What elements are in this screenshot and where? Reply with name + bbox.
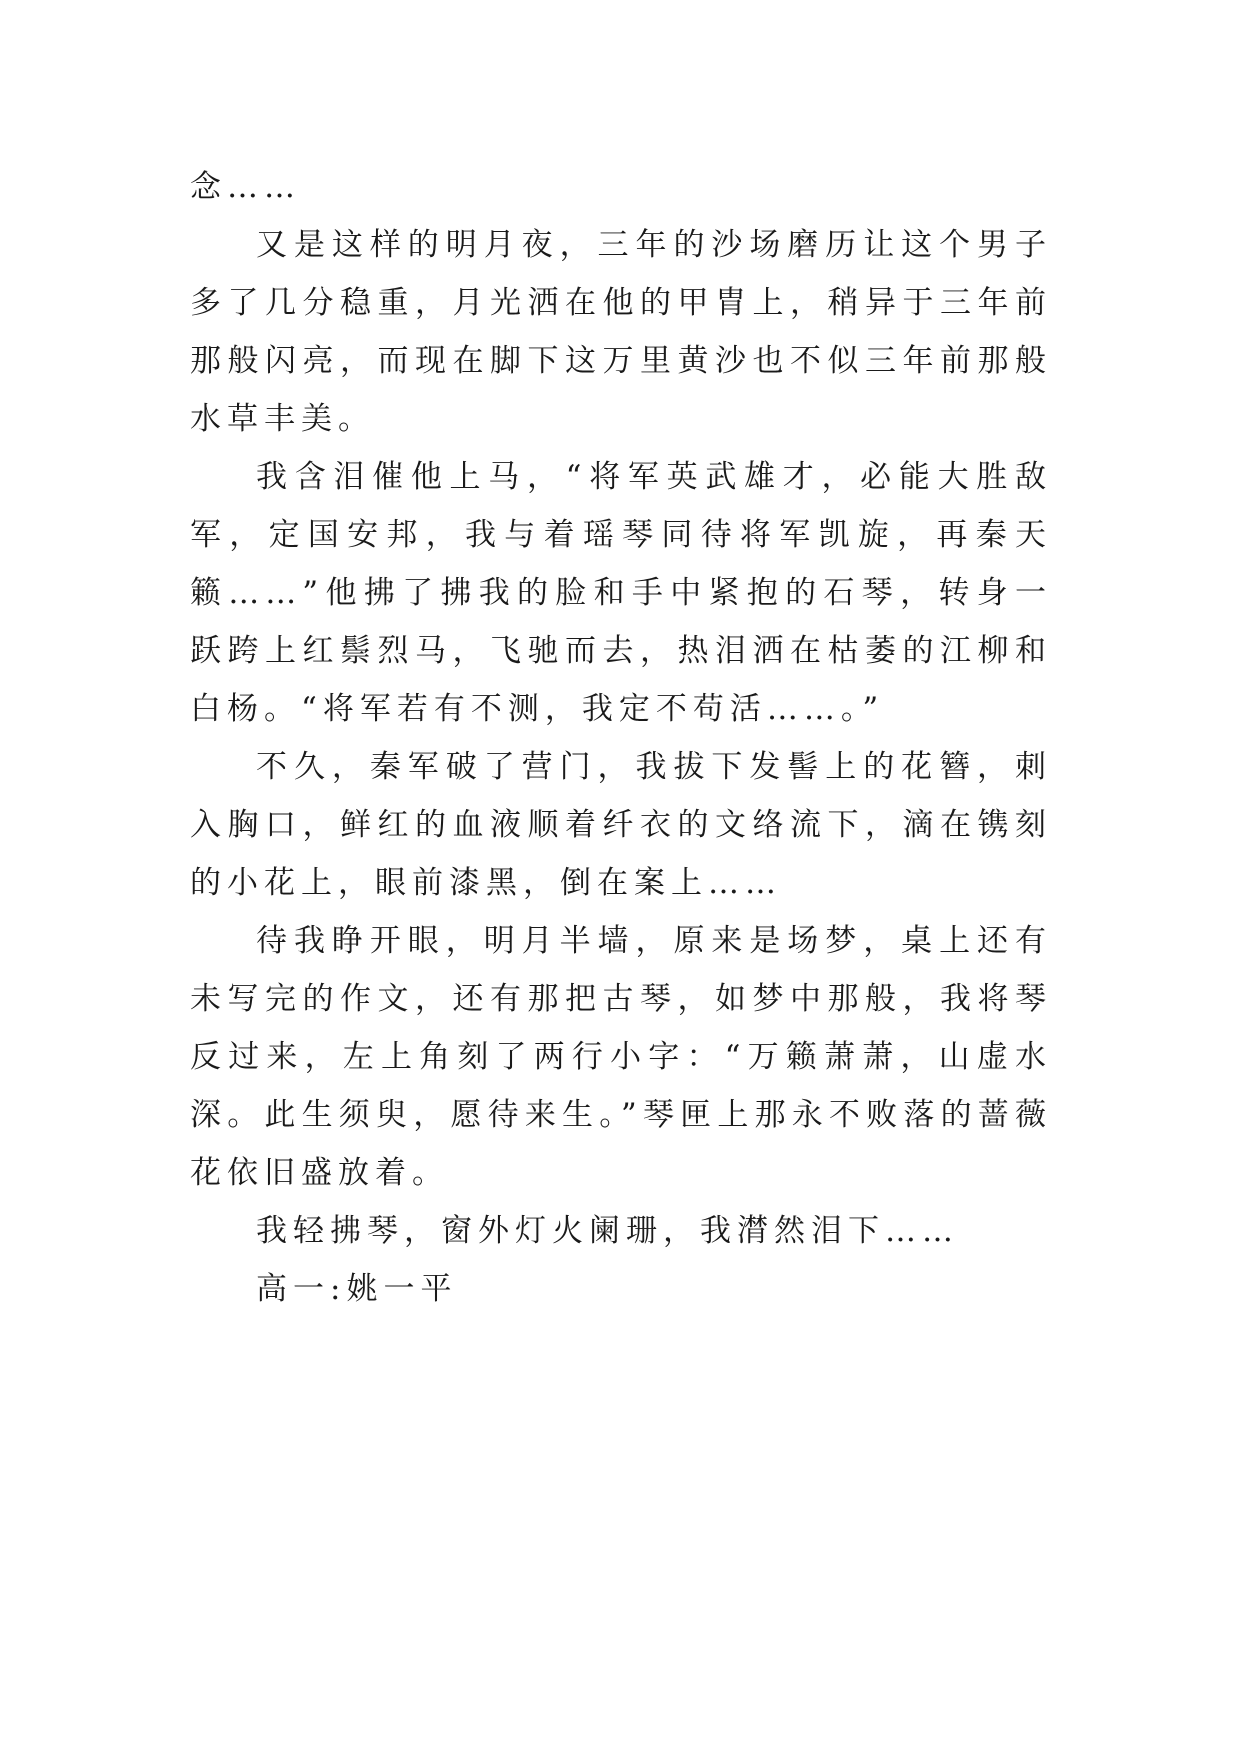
paragraph: 又是这样的明月夜，三年的沙场磨历让这个男子多了几分稳重，月光洒在他的甲胄上，稍异于三年前那般闪亮，而现在脚下这万里黄沙也不似三年前那般水草丰美。 bbox=[190, 227, 1052, 437]
paragraph: 我含泪催他上马，“将军英武雄才，必能大胜敌军，定国安邦，我与着瑶琴同待将军凯旋，再秦天籁……”他拂了拂我的脸和手中紧抱的石琴，转身一跃跨上红鬃烈马，飞驰而去，热泪洒在枯萎的江柳和白杨。“将军若有不测，我定不苟活……。” bbox=[190, 459, 1052, 727]
essay-body bbox=[190, 158, 1052, 1318]
paragraph: 不久，秦军破了营门，我拔下发髻上的花簪，刺入胸口，鲜红的血液顺着纤衣的文络流下，滴在镌刻的小花上，眼前漆黑，倒在案上…… bbox=[190, 749, 1052, 901]
paragraph: 我轻拂琴，窗外灯火阑珊，我潸然泪下…… bbox=[256, 1213, 959, 1249]
paragraph: 待我睁开眼，明月半墙，原来是场梦，桌上还有未写完的作文，还有那把古琴，如梦中那般，我将琴反过来，左上角刻了两行小字：“万籁萧萧，山虚水深。此生须臾，愿待来生。”琴匣上那永不败落的蔷薇花依旧盛放着。 bbox=[190, 923, 1052, 1191]
author-line: 高一:姚一平 bbox=[256, 1271, 458, 1307]
paragraph-continuation: 念…… bbox=[190, 169, 301, 205]
